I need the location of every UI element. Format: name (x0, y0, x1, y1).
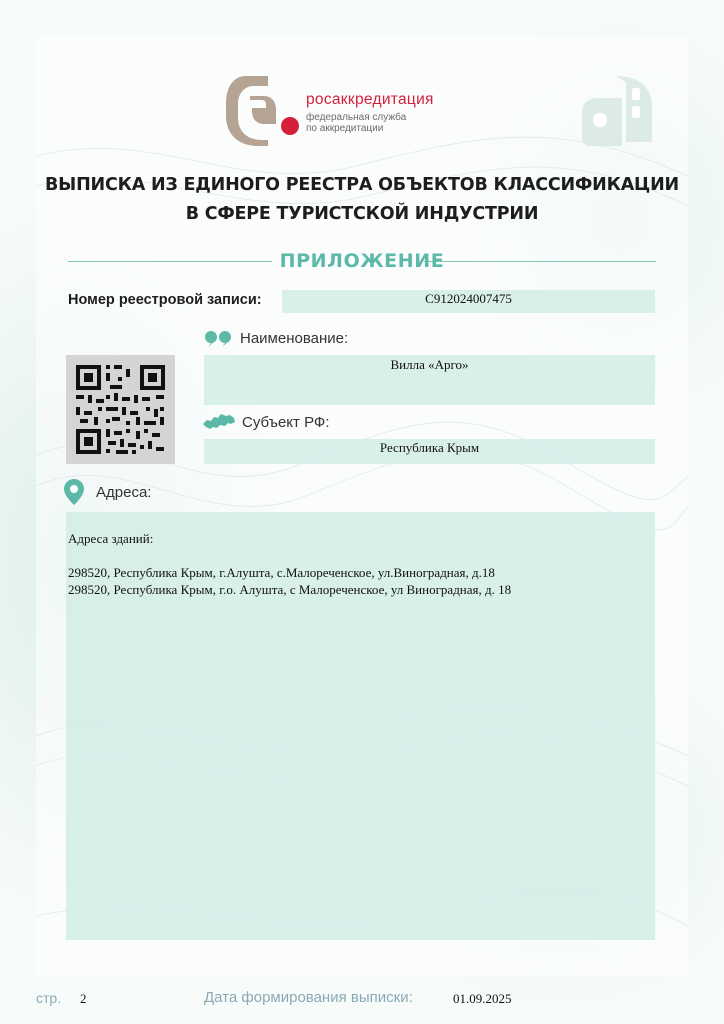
address-caption (64, 479, 151, 505)
qr-code-graphic (66, 355, 175, 464)
page-label: стр. (36, 990, 62, 1006)
address-label: Адреса: (96, 483, 152, 501)
brand-subtitle-line2: по аккредитации (306, 122, 384, 134)
address-line-1: 298520, Республика Крым, г.Алушта, с.Малореченское, ул.Виноградная, д.18 (68, 565, 495, 580)
tourism-emblem (576, 72, 658, 152)
subject-caption (202, 412, 330, 432)
address-field (66, 512, 655, 940)
address-heading: Адреса зданий: (68, 531, 154, 546)
name-field (204, 355, 655, 405)
brand-text (306, 92, 434, 134)
location-pin-icon (64, 479, 84, 505)
page-number: 2 (80, 991, 87, 1006)
name-value: Вилла «Арго» (390, 357, 469, 372)
brand-name: росаккредитация (306, 91, 434, 108)
quote-icon (204, 331, 234, 347)
qr-code (66, 355, 175, 464)
name-label: Наименование: (240, 330, 349, 347)
document-title (0, 171, 724, 229)
rosakkreditatsiya-logo (224, 74, 304, 148)
name-caption (204, 330, 348, 347)
subject-label: Субъект РФ: (242, 413, 330, 431)
document-title-line2: В СФЕРЕ ТУРИСТСКОЙ ИНДУСТРИИ (185, 204, 539, 224)
document-title-line1: ВЫПИСКА ИЗ ЕДИНОГО РЕЕСТРА ОБЪЕКТОВ КЛАССИФИКАЦИИ (45, 175, 679, 195)
generation-date-label: Дата формирования выписки: (204, 989, 413, 1006)
address-line-2: 298520, Республика Крым, г.о. Алушта, с Малореченское, ул Виноградная, д. 18 (68, 582, 512, 597)
subject-value: Республика Крым (379, 440, 480, 455)
appendix-heading: ПРИЛОЖЕНИЕ (279, 250, 445, 272)
registry-number-label: Номер реестровой записи: (68, 292, 262, 308)
subject-field (204, 439, 655, 464)
registry-number-value: С912024007475 (425, 291, 512, 306)
registry-number-field (282, 290, 655, 313)
russia-map-icon (202, 412, 236, 432)
brand-subtitle-line1: федеральная служба (306, 111, 407, 123)
generation-date: 01.09.2025 (453, 991, 512, 1006)
